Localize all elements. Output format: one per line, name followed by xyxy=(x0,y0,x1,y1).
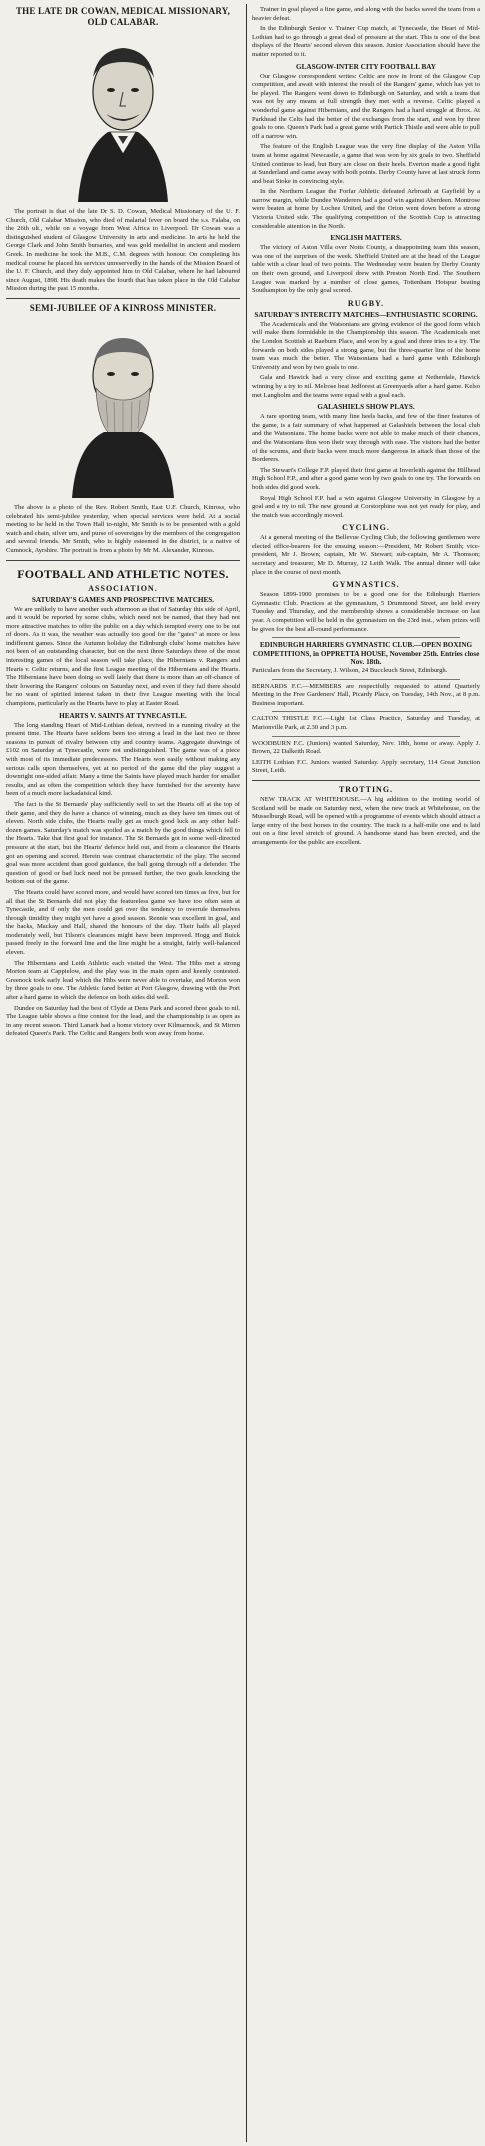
trotting-para-1: NEW TRACK AT WHITEHOUSE.—A big addition to the trotting world of Scotland will be made on Saturday next, when the new track at Whitehouse, on the Musselburgh Road, will be opened with a programme of events which should attract a large entry of the best horses in the country. The track is a half-mile one and is laid out on a fine level stretch of ground. A handsome stand has been erected, and the arrangements for the public are excellent. xyxy=(252,795,480,846)
hearts-para-2: The fact is the St Bernards' play sufficiently well to set the Hearts off at the top of their game, and they do have a chance of winning, much as they have ten times out of eleven. North side clubs, the Hearts really get as much good luck as any other half-dozen games. Saturday's match was spoiled as a match by the good things which fell to the Hearts. Take that first goal for instance. The St Bernards got in some well-directed pressure at the start, but the Hearts' defence held out, and from a clearance the Hearts got an opening and scored. Herein was contrast characteristic of the play. The second goal was more accident than good guidance, the ball going through off a defender. The question of good or bad luck need not be pressed further, the two goals knocking the bottom out of the game. xyxy=(6,800,240,886)
gymnastics-subhead: GYMNASTICS. xyxy=(332,580,400,590)
jubilee-text: The above is a photo of the Rev. Robert Smith, East U.F. Church, Kinross, who celebrated his semi-jubilee yesterday, when special services were held. At a social meeting to be held in the Town Hall to-night, Mr Smith is to be presented with a gold watch and chain, silver urn, and purse of sovereigns by the members of the congregation and several friends. Mr Smith, who is highly esteemed in the district, is a native of Cumnock, Ayrshire. The portrait is from a photo by Mr M. Alexander, Kinross. xyxy=(6,503,240,554)
portrait-rev-smith-image xyxy=(48,318,198,498)
ad-divider xyxy=(272,679,460,680)
ad-calton xyxy=(252,715,480,732)
left-column xyxy=(6,6,240,2142)
section-divider xyxy=(6,560,240,561)
saturday-para-1: We are unlikely to have another such afternoon as that of Saturday this side of April, and it would be reported by some clubs, which need not be named, that they had not more attractive matches to offer the public on a day which tempted every one to be out of doors. As it was, the weather was actually too good for the "gates" at more or less indifferent games. Since the Autumn holiday the Edinburgh clubs' home matches have not been of an outstanding character, but on the next three Saturdays three of the most interesting games of the local season will take place, the Hibernians v. Rangers and Hearts v. Celtic returns, and the first League meeting of the Hibernians and the Hearts. The Hibernians have been doing so well lately that there is more than an off-chance of their lowering the Rangers' colours on Saturday next, and even if they fail there should be no want of spirited interest taken in their five League meeting with the local champions, particularly as the Hearts have to play at Easter Road. xyxy=(6,605,240,708)
galashiels-para-3: Royal High School F.P. had a win against Glasgow University in Glasgow by a goal and a try to nil. The new ground at Corstorphine was not yet ready for play, and the match was accordingly moved. xyxy=(252,494,480,519)
right-para-2: In the Edinburgh Senior v. Trainer Cup match, at Tynecastle, the Heart of Mid-Lothian had to go through a great deal of pressure at the start. This is one of the best displays of the Hearts' second eleven this season. Junior Association should have the matter reported to it. xyxy=(252,25,480,58)
hearts-para-4: The Hibernians and Leith Athletic each visited the West. The Hibs met a strong Morton team at Cappielow, and the play was in the main open and keenly contested. Greenock took early lead which the Hibs were never able to overtake, and Morton won by three goals to one. The Athletic fared better at Port Glasgow, drawing with the Port after a hard game in which the defence on both sides did well. xyxy=(6,959,240,1002)
portrait-dr-cowan xyxy=(48,32,198,202)
ad-bernards-text: BERNARDS F.C.—MEMBERS are respectfully requested to attend Quarterly Meeting in the Free Gardeners' Hall, Picardy Place, on Tuesday, 14th Nov., at 8 p.m. Business important. xyxy=(252,682,480,707)
right-column xyxy=(252,6,480,2142)
ad-calton-text: CALTON THISTLE F.C.—Light 1st Class Practice, Saturday and Tuesday, at Marionville Park, at 2.30 and 3 p.m. xyxy=(252,715,480,731)
ad-divider xyxy=(272,736,460,737)
ad-divider xyxy=(272,711,460,712)
rugby-sub-subhead: SATURDAY'S INTERCITY MATCHES—ENTHUSIASTIC SCORING. xyxy=(254,310,478,319)
ad-bernards xyxy=(252,683,480,709)
ad-woodburn-text: WOODBURN F.C. (Juniors) wanted Saturday, Nov. 18th, home or away. Apply J. Brown, 22 Dalkeith Road. xyxy=(252,739,480,756)
english-para-1: The victory of Aston Villa over Notts County, a disappointing team this season, was one of the surprises of the week. Sheffield United are at the head of the League table with a clear lead of two points. The Wednesday were beaten by Derby County on their own ground, and Liverpool drew with Preston North End. The Southern League was marked by a number of close games, Tottenham Hotspur beating Southampton by the only goal scored. xyxy=(252,244,480,295)
football-headline: FOOTBALL AND ATHLETIC NOTES. xyxy=(17,566,229,581)
ad-harriers xyxy=(252,641,480,675)
galashiels-para-1: A rare sporting team, with many fine heels backs, and few of the finer features of the game, is a fair summary of what happened at Galashiels between the local club and the Watsonians. The home backs were not able to make much of their chances, and the Watsonians thus won their way through with ease. The visitors had the better of the scrums, and their backs were much more dangerous in attack than those of the Borderers. xyxy=(252,413,480,464)
glasgow-para-2: The feature of the English League was the very fine display of the Aston Villa team at home against Newcastle, a game that was won by six goals to two. Sheffield United continue to lead, but Bury are close on their heels. Everton made a good fight at Sunderland and came away with both points. Derby County have at last struck form and beat Stoke in convincing style. xyxy=(252,143,480,185)
glasgow-subhead: GLASGOW-INTER CITY FOOTBALL BAY xyxy=(296,62,436,71)
section-divider xyxy=(6,298,240,299)
glasgow-para-1: Our Glasgow correspondent writes: Celtic are now in front of the Glasgow Cup competition, and await with interest the result of the Rangers' game, which has yet to be played. The Rangers went down to Edinburgh on Saturday, and with a team that was not by any means at full strength they met with a reverse. Celtic played a wonderful game against Hibernians, and the Rangers had a hard struggle at Ibrox. At Parkhead the Celts had the better of the exchanges from the start, and won by three goals to one. Queen's Park had a great game with Partick Thistle and were able to pull off a narrow win. xyxy=(252,72,480,140)
hearts-subhead: HEARTS V. SAINTS AT TYNECASTLE. xyxy=(59,711,187,720)
obit-headline: THE LATE DR COWAN, MEDICAL MISSIONARY, OLD CALABAR. xyxy=(15,6,231,27)
ad-leith-text: LEITH Lothian F.C. Juniors wanted Saturday. Apply secretary, 114 Great Junction Street, Leith. xyxy=(252,758,480,775)
hearts-para-1: The long standing Heart of Mid-Lothian defeat, revived in a running rivalry at the present time. The Hearts have seldom been too strong a lead in the last two or three seasons in pursuit of rivalry between city and country teams. Aggregate drawings of £102 on Saturday at Tynecastle, were not undistinguished. The game was of a piece with most of its immediate predecessors. The Hearts won easily without making any serious calls upon themselves, yet at no period of the game did the play suggest a downright one-sided affair. Many a time the Saints have played much harder for smaller results, and as often the competition which they have furnished for the seventy have been of a much more lackadaisical kind. xyxy=(6,721,240,798)
glasgow-para-3: In the Northern League the Forfar Athletic defeated Arbroath at Gayfield by a narrow margin, while Dundee Wanderers had a good win against Aberdeen. Montrose were beaten at home by Lochee United, and the Orion went down before a strong Victoria United side. The qualifying competition of the Scottish Cup is attracting considerable attention in the North. xyxy=(252,188,480,230)
rugby-para-1: The Academicals and the Watsonians are giving evidence of the good form which will make them formidable in the Championship this season. The Academicals met the London Scottish at Raeburn Place, and won by a goal and three tries to a try. The forwards on both sides played a strong game, but the three-quarter line of the home team was much the better. The Watsonians had a hard game with Edinburgh University and won by two goals to one. xyxy=(252,320,480,371)
cycling-para-1: At a general meeting of the Bellevue Cycling Club, the following gentlemen were elected office-bearers for the ensuing season:—President, Mr Robert Smith; vice-president, Mr J. Brown; captain, Mr W. Stewart; sub-captain, Mr A. Thomson; secretary and treasurer, Mr D. Murray, 12 Leith Walk. The annual dinner will take place in the course of next month. xyxy=(252,534,480,576)
rugby-subhead: RUGBY. xyxy=(347,298,385,308)
column-rule xyxy=(246,4,247,2142)
english-subhead: ENGLISH MATTERS. xyxy=(330,234,402,243)
portrait-dr-cowan-image xyxy=(48,32,198,202)
ad-harriers-text: Particulars from the Secretary, J. Wilson, 24 Buccleuch Street, Edinburgh. xyxy=(252,667,448,674)
cycling-subhead: CYCLING. xyxy=(342,523,390,533)
galashiels-subhead: GALASHIELS SHOW PLAYS. xyxy=(317,403,415,412)
saturday-subhead: SATURDAY'S GAMES AND PROSPECTIVE MATCHES. xyxy=(31,595,215,604)
galashiels-para-2: The Stewart's College F.P. played their first game at Inverleith against the Hillhead High School F.P., and after a good game won by two goals to one try. The forwards on both sides did good work. xyxy=(252,466,480,491)
rugby-para-2: Gala and Hawick had a very close and exciting game at Netherdale, Hawick winning by a try to nil. Melrose beat Jedforest at Greenyards after a hard game. Kelso met Langholm and the teams were equal with a goal each. xyxy=(252,374,480,399)
jubilee-headline: SEMI-JUBILEE OF A KINROSS MINISTER. xyxy=(29,302,217,313)
association-subhead: ASSOCIATION. xyxy=(88,583,158,593)
hearts-para-3: The Hearts could have scored more, and would have scored ten times as five, but for all that the St Bernards did not play the featureless game we have too often seen at Tynecastle, and if only the men could get over the tendency to overrule themselves through timidity they might yet have a good season. Rennie was excellent in goal, and the backs, Mackay and Hall, shared the honours of the day. Their halfs all played moderately well, but Tilson's clearances might have been improved. Hogg and Buick passed freely in the forward line and the line might be a straight, fairly well-balanced eleven. xyxy=(6,888,240,957)
hearts-para-5: Dundee on Saturday had the best of Clyde at Dens Park and scored three goals to nil. The League table shows a fine contest for the lead, and the championship is as open as in any recent season. Third Lanark had a home victory over Kilmarnock, and St Mirren defeated Queen's Park. The Celtic and Rangers both won away from home. xyxy=(6,1004,240,1038)
ad-woodburn xyxy=(252,740,480,757)
obit-text: The portrait is that of the late Dr S. D. Cowan, Medical Missionary of the U. F. Church, Old Calabar Mission, who died of malarial fever on board the s.s. Falaba, on the 26th ult., while on a voyage from West Africa to Liverpool. Dr Cowan was a distinguished student of Glasgow University in arts and medicine. In arts he held the George Clark and John Smith bursaries, and was gold medallist in ancient and modern Greek. In medicine he took the M.B., C.M. degrees with honour. On completing his medical course he placed his services unreservedly in the hands of the Mission Board of the U. F. Church, and they duly appointed him to Old Calabar, where he had laboured since August, 1898. His death makes the fourth that has taken place in the Old Calabar Mission during the past 15 months. xyxy=(6,208,240,293)
ad-divider xyxy=(272,637,460,638)
ad-harriers-head: EDINBURGH HARRIERS GYMNASTIC CLUB.—OPEN BOXING COMPETITIONS, in OPPRETTA HOUSE, November 25th. Entries close Nov. 18th. xyxy=(252,641,480,667)
trotting-subhead: TROTTING. xyxy=(338,784,394,794)
right-para-1: Trainer in goal played a fine game, and along with the backs saved the team from a heavier defeat. xyxy=(252,6,480,22)
portrait-rev-smith xyxy=(48,318,198,498)
gymnastics-para-1: Season 1899-1900 promises to be a good one for the Edinburgh Harriers Gymnastic Club. Practices at the gymnasium, 5 Drummond Street, are held every Tuesday and Thursday, and the membership shows a considerable increase on last year. A competition will be held in the gymnasium on the 23rd inst., when prizes will be given for the best all-round performance. xyxy=(252,591,480,633)
ad-leith xyxy=(252,759,480,776)
section-divider xyxy=(252,780,480,781)
